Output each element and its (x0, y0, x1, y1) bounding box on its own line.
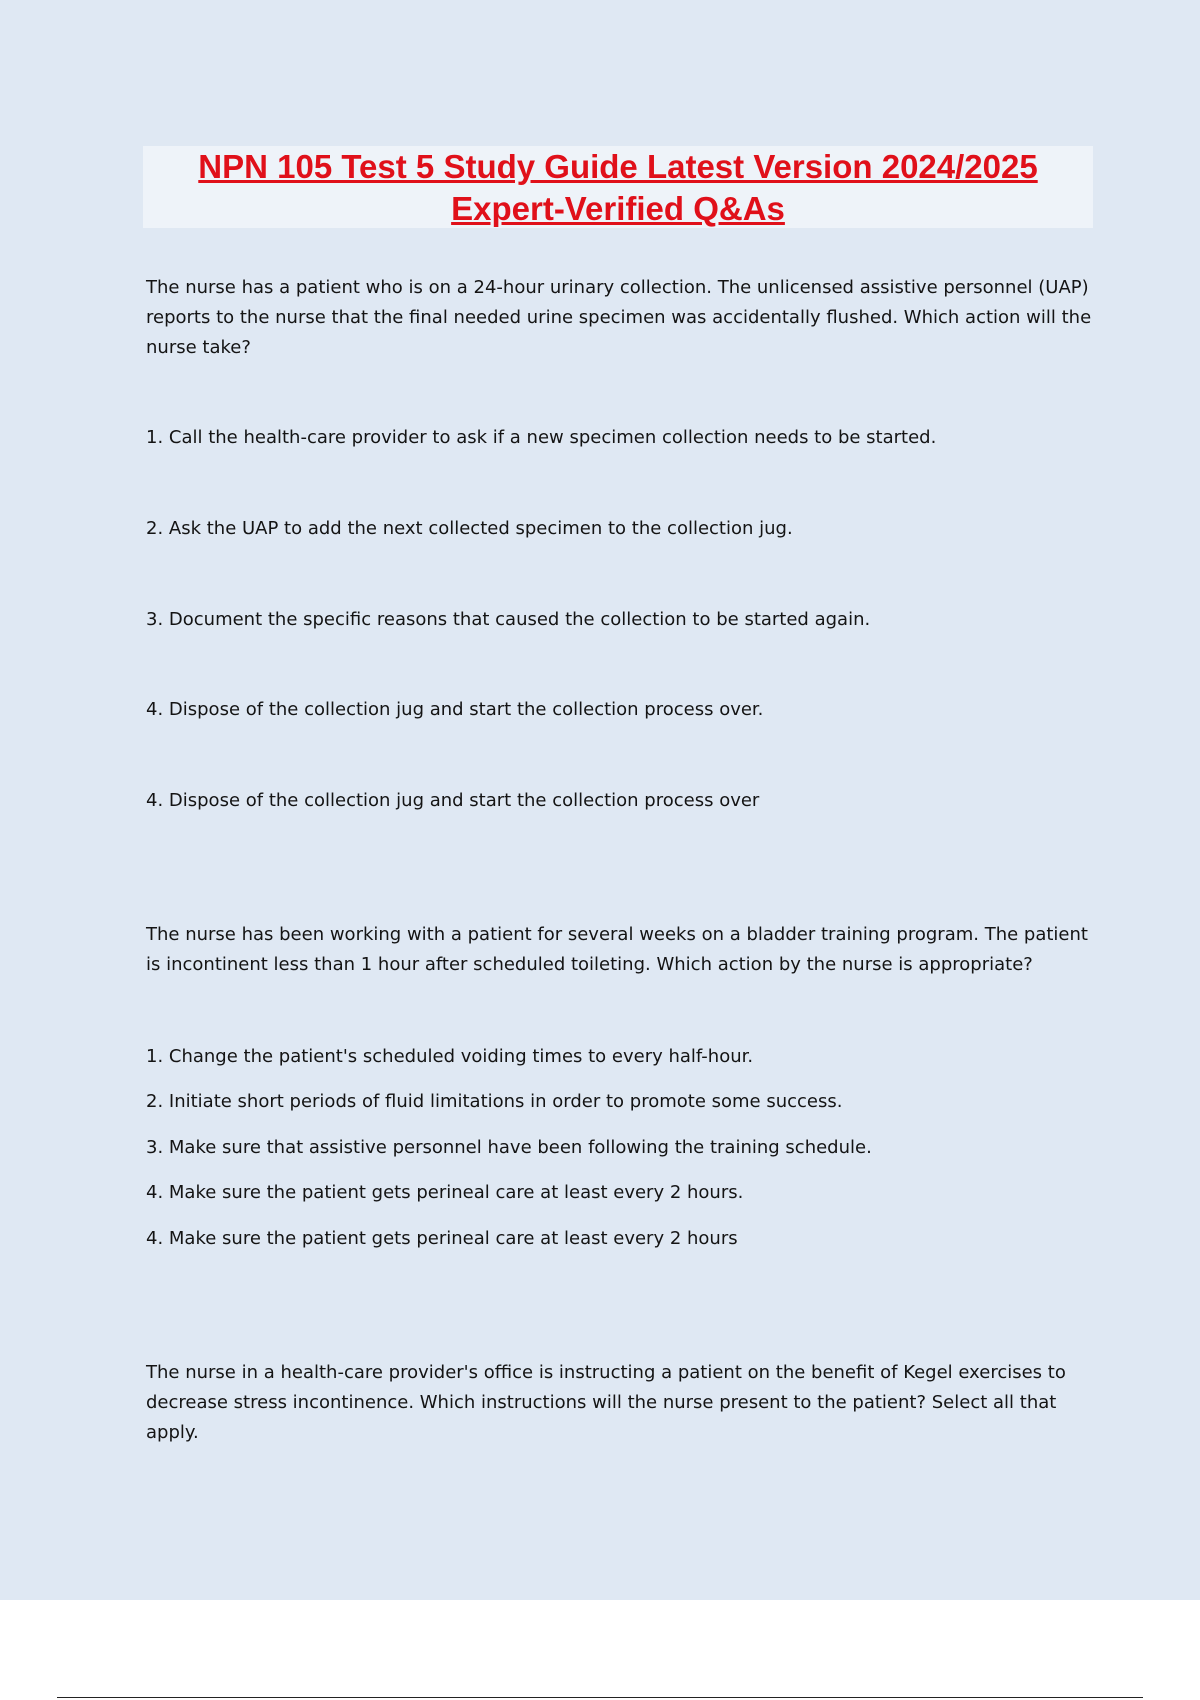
question-1-option-4: 4. Dispose of the collection jug and start the collection process over. (146, 699, 764, 720)
document-title-line-1: NPN 105 Test 5 Study Guide Latest Version 2024/2025 (198, 148, 1038, 185)
question-3-text (146, 1358, 1096, 1448)
question-2-option-1: 1. Change the patient's scheduled voiding times to every half-hour. (146, 1046, 754, 1067)
question-2-stem: The nurse has been working with a patient for several weeks on a bladder training program. The patient is incontinent less than 1 hour after scheduled toileting. Which action by the nurse is appropriate? (146, 924, 1088, 975)
question-2-option-3: 3. Make sure that assistive personnel have been following the training schedule. (146, 1137, 872, 1158)
question-2-option-4: 4. Make sure the patient gets perineal care at least every 2 hours. (146, 1182, 744, 1203)
question-1-option-2: 2. Ask the UAP to add the next collected specimen to the collection jug. (146, 518, 793, 539)
question-2-answer: 4. Make sure the patient gets perineal care at least every 2 hours (146, 1228, 738, 1249)
title-banner (143, 146, 1093, 228)
question-2-option-2: 2. Initiate short periods of fluid limitations in order to promote some success. (146, 1091, 843, 1112)
question-3-stem: The nurse in a health-care provider's office is instructing a patient on the benefit of Kegel exercises to decrease stress incontinence. Which instructions will the nurse present to the patient? Select all that apply. (146, 1362, 1066, 1443)
question-1-text (146, 273, 1096, 363)
question-2-text (146, 920, 1096, 980)
question-1-stem: The nurse has a patient who is on a 24-hour urinary collection. The unlicensed assistive personnel (UAP) reports to the nurse that the final needed urine specimen was accidentally flushed. Which action will the nurse take? (146, 277, 1092, 358)
question-1-answer: 4. Dispose of the collection jug and start the collection process over (146, 790, 760, 811)
question-1-option-1: 1. Call the health-care provider to ask if a new specimen collection needs to be started. (146, 427, 937, 448)
document-title-line-2: Expert-Verified Q&As (451, 190, 785, 227)
question-1-option-3: 3. Document the specific reasons that caused the collection to be started again. (146, 609, 871, 630)
footer-divider (57, 1697, 1143, 1698)
